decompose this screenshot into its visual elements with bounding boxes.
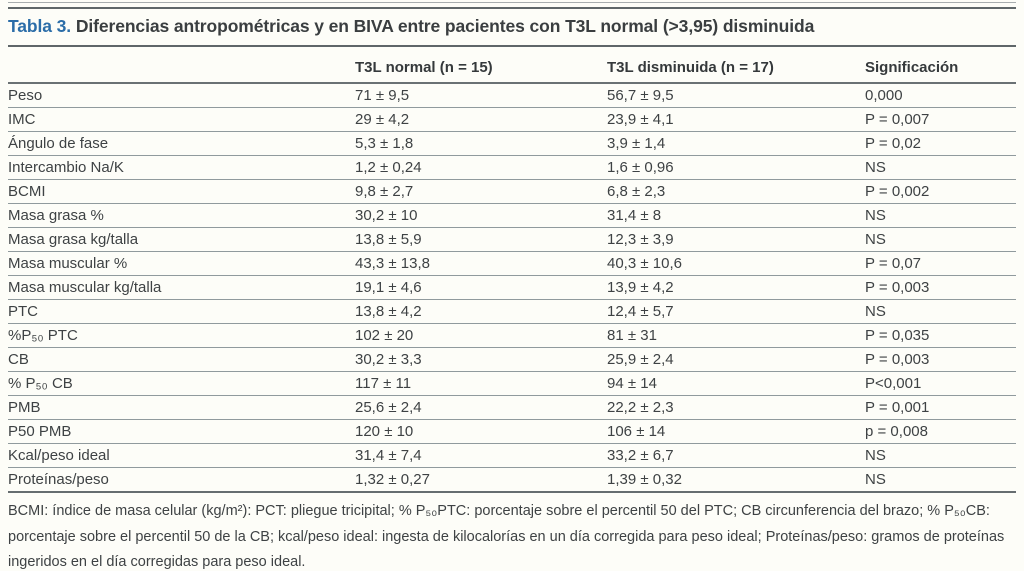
cell-t3l-disminuida: 1,39 ± 0,32 [607,468,865,493]
table-row [8,396,1016,420]
cell-t3l-disminuida: 23,9 ± 4,1 [607,108,865,132]
cell-significacion: P = 0,003 [865,276,1016,300]
table-caption-number: Tabla 3. [8,16,72,36]
table-row [8,324,1016,348]
row-label: PMB [8,396,355,420]
cell-t3l-disminuida: 81 ± 31 [607,324,865,348]
row-label: Masa grasa % [8,204,355,228]
table-row [8,108,1016,132]
table-footnote: BCMI: índice de masa celular (kg/m²): PCT: pliegue tricipital; % P₅₀PTC: porcentaje sobre el percentil 50 del PTC; CB circunferencia del brazo; % P₅₀CB: porcentaje sobre el percentil 50 de la CB; kcal/peso ideal: ingesta de kilocalorías en un día corregida para peso ideal; Proteínas/peso: gramos de proteínas ingeridos en el día corregidas para peso ideal. [8,503,1005,570]
cell-t3l-disminuida: 31,4 ± 8 [607,204,865,228]
cell-significacion: 0,000 [865,83,1016,108]
cell-t3l-normal: 1,2 ± 0,24 [355,156,607,180]
table-row [8,348,1016,372]
cell-t3l-disminuida: 56,7 ± 9,5 [607,83,865,108]
table-row [8,300,1016,324]
table-row [8,252,1016,276]
cell-t3l-normal: 30,2 ± 10 [355,204,607,228]
table-body [8,83,1016,492]
table-row [8,132,1016,156]
cell-significacion: NS [865,156,1016,180]
table-row [8,228,1016,252]
cell-t3l-normal: 120 ± 10 [355,420,607,444]
row-label: %P₅₀ PTC [8,324,355,348]
cell-t3l-normal: 102 ± 20 [355,324,607,348]
row-label: PTC [8,300,355,324]
data-table [8,47,1016,493]
row-label: IMC [8,108,355,132]
header-row [8,47,1016,83]
cell-t3l-normal: 30,2 ± 3,3 [355,348,607,372]
cell-t3l-disminuida: 40,3 ± 10,6 [607,252,865,276]
cell-t3l-normal: 13,8 ± 4,2 [355,300,607,324]
cell-t3l-normal: 117 ± 11 [355,372,607,396]
header-empty [8,47,355,83]
cell-significacion: P = 0,003 [865,348,1016,372]
cell-t3l-normal: 1,32 ± 0,27 [355,468,607,493]
cell-t3l-normal: 71 ± 9,5 [355,83,607,108]
row-label: Kcal/peso ideal [8,444,355,468]
row-label: P50 PMB [8,420,355,444]
cell-significacion: p = 0,008 [865,420,1016,444]
table-row [8,204,1016,228]
row-label: CB [8,348,355,372]
cell-t3l-normal: 5,3 ± 1,8 [355,132,607,156]
row-label: BCMI [8,180,355,204]
cell-significacion: P = 0,007 [865,108,1016,132]
top-thin-divider [8,2,1016,3]
cell-significacion: NS [865,444,1016,468]
table-row [8,180,1016,204]
cell-t3l-disminuida: 12,3 ± 3,9 [607,228,865,252]
row-label: Peso [8,83,355,108]
cell-significacion: P = 0,002 [865,180,1016,204]
cell-t3l-disminuida: 106 ± 14 [607,420,865,444]
cell-significacion: P = 0,02 [865,132,1016,156]
table-row [8,420,1016,444]
table-row [8,444,1016,468]
table-row [8,276,1016,300]
cell-t3l-normal: 31,4 ± 7,4 [355,444,607,468]
cell-t3l-normal: 13,8 ± 5,9 [355,228,607,252]
table-row [8,468,1016,493]
cell-t3l-normal: 43,3 ± 13,8 [355,252,607,276]
cell-significacion: P = 0,001 [865,396,1016,420]
table-row [8,372,1016,396]
cell-t3l-disminuida: 3,9 ± 1,4 [607,132,865,156]
header-t3l-normal: T3L normal (n = 15) [355,47,607,83]
row-label: % P₅₀ CB [8,372,355,396]
cell-t3l-normal: 9,8 ± 2,7 [355,180,607,204]
cell-t3l-disminuida: 6,8 ± 2,3 [607,180,865,204]
cell-t3l-disminuida: 94 ± 14 [607,372,865,396]
cell-significacion: NS [865,300,1016,324]
row-label: Intercambio Na/K [8,156,355,180]
cell-t3l-disminuida: 22,2 ± 2,3 [607,396,865,420]
cell-t3l-disminuida: 13,9 ± 4,2 [607,276,865,300]
cell-t3l-disminuida: 25,9 ± 2,4 [607,348,865,372]
cell-significacion: P = 0,07 [865,252,1016,276]
row-label: Ángulo de fase [8,132,355,156]
cell-significacion: P = 0,035 [865,324,1016,348]
row-label: Proteínas/peso [8,468,355,493]
header-t3l-disminuida: T3L disminuida (n = 17) [607,47,865,83]
table-row [8,156,1016,180]
cell-t3l-normal: 29 ± 4,2 [355,108,607,132]
row-label: Masa grasa kg/talla [8,228,355,252]
cell-significacion: P<0,001 [865,372,1016,396]
cell-significacion: NS [865,204,1016,228]
table-caption [8,9,1016,45]
cell-significacion: NS [865,468,1016,493]
cell-t3l-normal: 25,6 ± 2,4 [355,396,607,420]
table-caption-text: Diferencias antropométricas y en BIVA entre pacientes con T3L normal (>3,95) disminuida [75,16,815,36]
row-label: Masa muscular kg/talla [8,276,355,300]
cell-t3l-disminuida: 1,6 ± 0,96 [607,156,865,180]
header-significacion: Significación [865,47,1016,83]
cell-t3l-normal: 19,1 ± 4,6 [355,276,607,300]
table-row [8,83,1016,108]
row-label: Masa muscular % [8,252,355,276]
cell-t3l-disminuida: 33,2 ± 6,7 [607,444,865,468]
cell-t3l-disminuida: 12,4 ± 5,7 [607,300,865,324]
cell-significacion: NS [865,228,1016,252]
